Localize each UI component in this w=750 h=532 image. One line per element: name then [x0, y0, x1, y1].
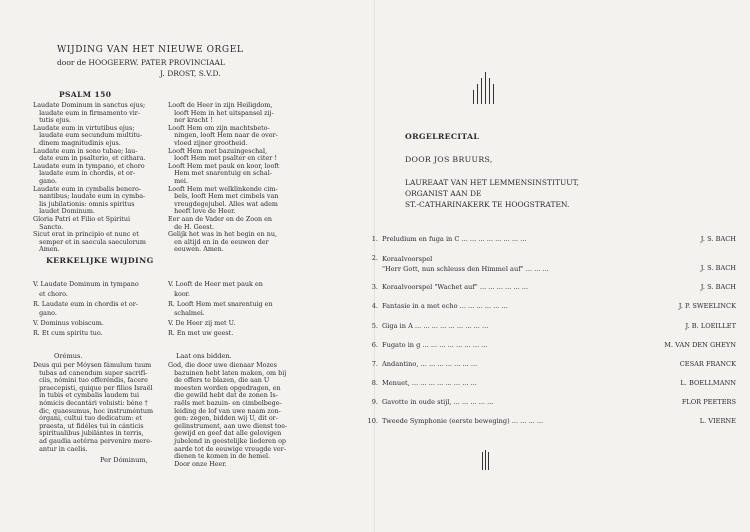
program-item — [356, 235, 736, 245]
program-title: Fugato in g ... ... ... ... ... ... ... ... — [382, 341, 488, 349]
author: J. DROST, S.V.D. — [160, 69, 221, 78]
program-composer: FLOR PEETERS — [681, 398, 736, 406]
program-number: 6. — [371, 341, 378, 349]
program-item — [356, 417, 736, 427]
program-number: 4. — [371, 302, 378, 310]
program-number: 1. — [371, 235, 378, 243]
program-title: Giga in A ... ... ... ... ... ... ... ... ... — [382, 322, 489, 330]
kerk-heading: KERKELIJKE WIJDING — [46, 256, 154, 265]
program-item — [356, 322, 736, 332]
kerk-dutch-text: V. Looft de Heer met pauk en koor. R. Looft Hem met snarentuig en schalmei. V. De Heer zij met U. R. En met uw geest. — [168, 280, 273, 337]
program-composer: J. S. BACH — [700, 283, 736, 291]
per-dominum: Per Dóminum, — [100, 456, 148, 464]
program-composer: L. BOELLMANN — [680, 379, 736, 387]
recital-heading: ORGELRECITAL — [405, 132, 480, 141]
program-item — [356, 283, 736, 293]
psalm-latin-text: Laudate Dominum in sanctus ejus; laudate eum in firmamento vir- tutis ejus. Laudate eum in virtutibus ejus; laudate eum secundum multitu- dinem magnitudinis ejus. Laudate eum in sono tubae; lau- date eum in psalterio, et cithara. Laudate eum in tympano, et choro laudate eum in chordis, et or- gano. Laudate eum in cymbalis benero- nantibus; laudate eum in cymba- lis jubilationis: omnis spiritus laudet Dominum. Gloria Patri et Filio et Spiritui Sancto. Sicut erat in principio et nunc et semper et in saecula saeculorum Amen. — [33, 101, 146, 254]
program-title: Preludium en fuga in C ... ... ... ... ... ... ... ... — [382, 235, 527, 243]
program-title: Gavotte in oude stijl, ... ... ... ... ... — [382, 398, 494, 406]
psalm-heading: PSALM 150 — [59, 90, 112, 99]
program-title: Andantino, ... ... ... ... ... ... ... — [382, 360, 478, 368]
performer-credential-3: ST.-CATHARINAKERK TE HOOGSTRATEN. — [405, 200, 570, 209]
prayer-latin-text: Deus qui per Móysen fámulum tuum tubas ad canendum super sacrifí- ciis, nómini tuo offeréndis, facere praecepisti, quique per filios Israël in tubis et cymbalis laudem tui nómicis decantári voluisti: béne † dic, quaesumus, hoc instruméntum órgani, cultui tuo dedicatum: et praesta, ut fidéles tui in cánticis spiritualibus jubilántes in terris, ad gaudia aetérna pervenire mere- antur in caelis. — [33, 361, 154, 453]
organ-pipes-logo — [471, 72, 497, 104]
program-composer: L. VIERNE — [699, 417, 736, 425]
program-number: 2. — [371, 254, 378, 262]
program-number: 3. — [371, 283, 378, 291]
program-item — [356, 341, 736, 351]
program-item — [356, 302, 736, 312]
program-number: 5. — [371, 322, 378, 330]
program-item — [356, 360, 736, 370]
kerk-latin-text: V. Laudate Dominum in tympano et choro. R. Laudate eum in chordis et or- gano. V. Dominus vobiscum. R. Et cum spiritu tuo. — [33, 280, 139, 337]
program-title: Koraalvoorspel "Herr Gott, nun schleuss den Himmel auf" ... ... ... — [382, 255, 549, 273]
program-composer: J. S. BACH — [700, 235, 736, 243]
program-number: 7. — [371, 360, 378, 368]
consecration-title: WIJDING VAN HET NIEUWE ORGEL — [57, 45, 244, 55]
laat-ons-bidden-label: Laat ons bidden. — [176, 352, 232, 360]
program-composer: CESAR FRANCK — [679, 360, 736, 368]
performer-credential-1: LAUREAAT VAN HET LEMMENSINSTITUUT, — [405, 178, 579, 187]
program-title: Fantasie in a met echo ... ... ... ... ... ... — [382, 302, 508, 310]
organ-pipes-mark — [480, 450, 492, 470]
program-item — [356, 254, 736, 276]
program-number: 8. — [371, 379, 378, 387]
program-item — [356, 379, 736, 389]
prayer-dutch-text: God, die door uwe dienaar Mozes bazuinen hebt laten maken, om bij de offers te blazen, die aan U moesten worden opgedragen, en die gewild hebt dat de zonen Is- raëls met bazuin- en cimbelbege- leiding de lof van uwe naam zon- gen: zegen, bidden wij U, dit or- gelinstrument, aan uwe dienst toe- gewijd en geef dat alle gelovigen jubelend in geestelijke liederen op aarde tot de eeuwige vreugde ver- dienen te komen in de hemel. Door onze Heer. — [168, 361, 288, 468]
program-composer: J. P. SWEELINCK — [678, 302, 736, 310]
oremus-label: Orémus. — [54, 352, 83, 360]
program-composer: M. VAN DEN GHEYN — [664, 341, 736, 349]
performer: DOOR JOS BRUURS, — [405, 155, 493, 164]
psalm-dutch-text: Looft de Heer in zijn Heiligdom, looft Hem in het uitspansel zij- ner kracht ! Looft Hem om zijn machtsbeto- ningen, looft Hem naar de over- vloed zijner grootheid. Looft Hem met bazuingeschal, looft Hem met psalter en citer ! Looft Hem met pauk en koor, looft Hem met snarentuig en schal- mei. Looft Hem met welklinkende cim- bels, looft Hem met cimbels van vreugdegejubel. Alles wat adem heeft love de Heer. Eer aan de Vader en de Zoon en de H. Geest. Gelijk het was in het begin en nu, en altijd en in de eeuwen der eeuwen. Amen. — [168, 101, 280, 254]
program-item — [356, 398, 736, 408]
byline: door de HOOGEERW. PATER PROVINCIAAL — [57, 58, 225, 67]
program-title: Koraalvoorspel "Wachet auf" ... ... ... ... ... ... — [382, 283, 529, 291]
program-composer: J. B. LOEILLET — [685, 322, 736, 330]
program-title: Tweede Symphonie (eerste beweging) ... ... ... ... — [382, 417, 544, 425]
program-title: Menuet, ... ... ... ... ... ... ... ... — [382, 379, 477, 387]
program-composer: J. S. BACH — [700, 264, 736, 272]
performer-credential-2: ORGANIST AAN DE — [405, 189, 482, 198]
program-number: 9. — [371, 398, 378, 406]
program-number: 10. — [367, 417, 378, 425]
